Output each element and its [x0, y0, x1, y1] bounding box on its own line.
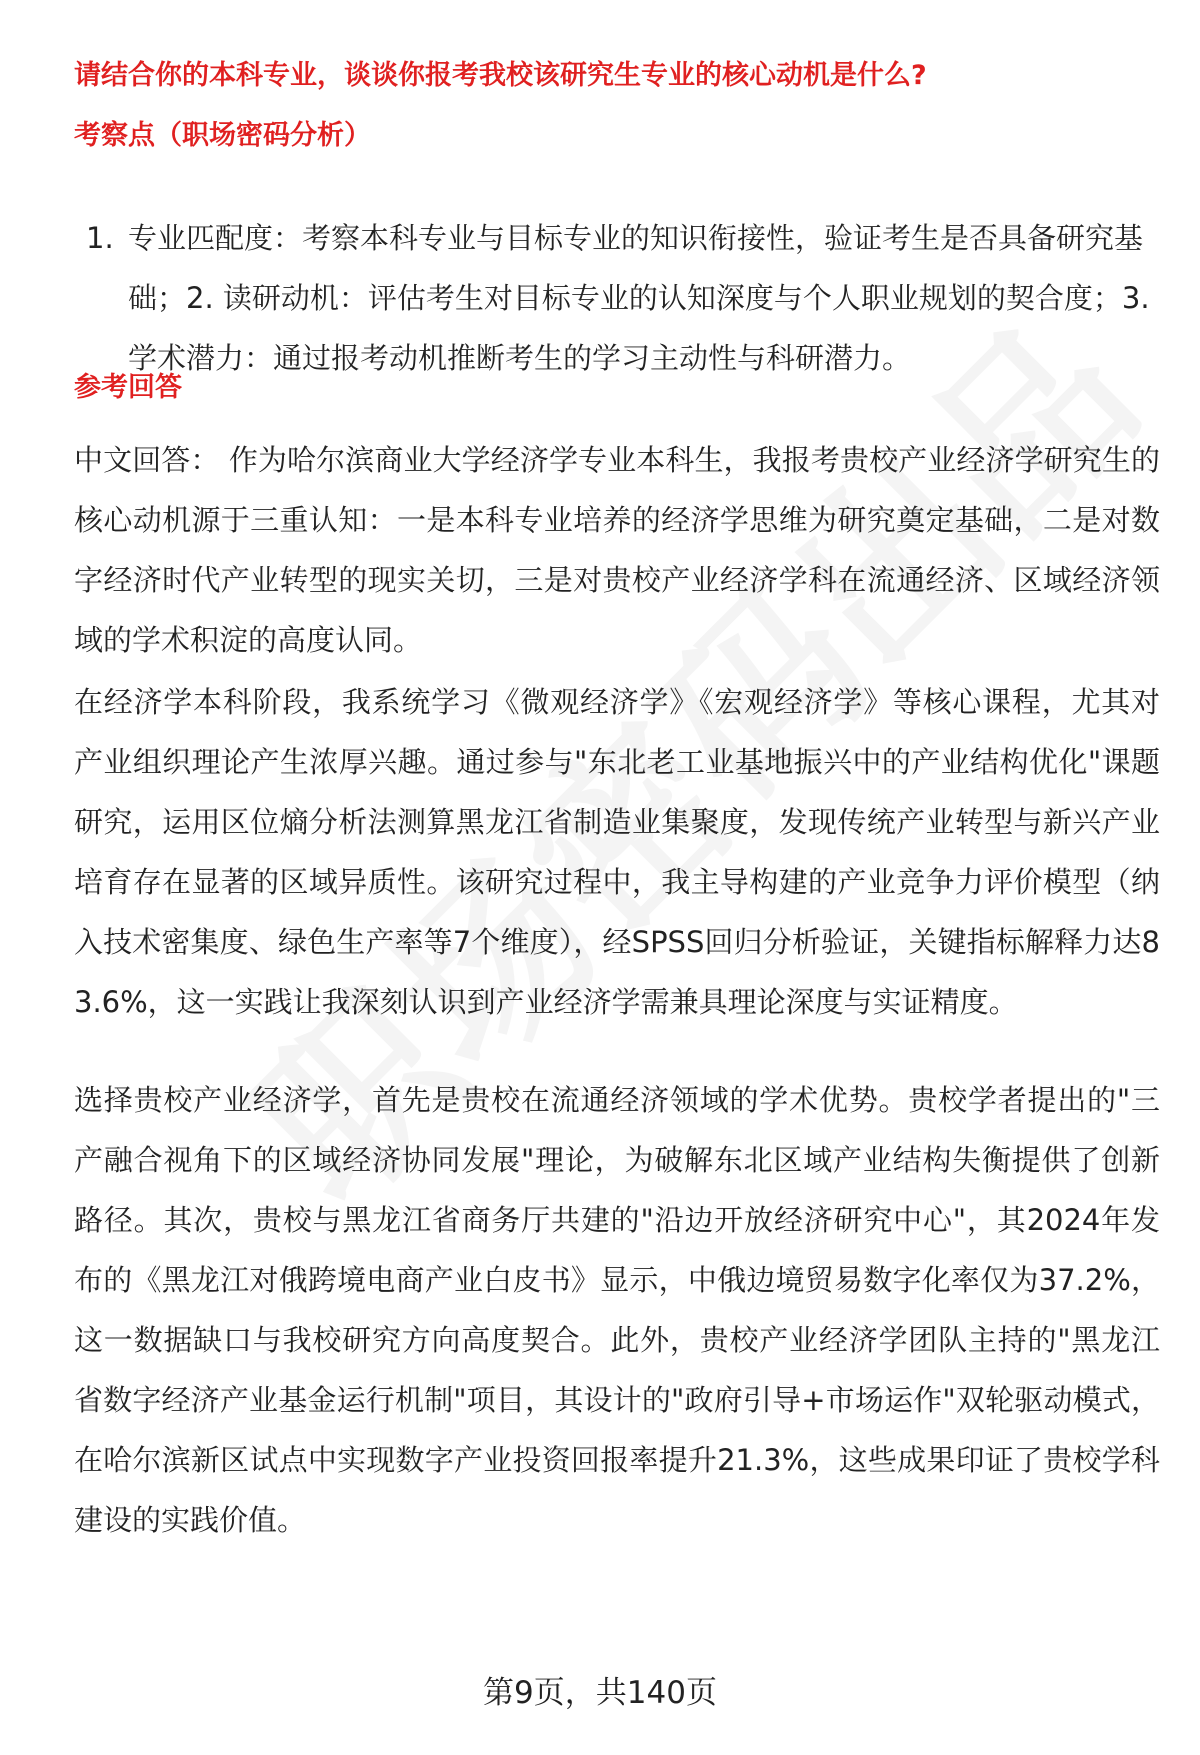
- answer-paragraph-2: 在经济学本科阶段，我系统学习《微观经济学》《宏观经济学》等核心课程，尤其对产业组织理论产生浓厚兴趣。通过参与"东北老工业基地振兴中的产业结构优化"课题研究，运用区位熵分析法测算黑龙江省制造业集聚度，发现传统产业转型与新兴产业培育存在显著的区域异质性。该研究过程中，我主导构建的产业竞争力评价模型（纳入技术密集度、绿色生产率等7个维度），经SPSS回归分析验证，关键指标解释力达83.6%，这一实践让我深刻认识到产业经济学需兼具理论深度与实证精度。: [74, 685, 1160, 1019]
- page-number-footer: 第9页，共140页: [483, 1675, 717, 1711]
- kaocha-list: [74, 208, 1154, 388]
- answer-paragraph-3: 选择贵校产业经济学，首先是贵校在流通经济领域的学术优势。贵校学者提出的"三产融合视角下的区域经济协同发展"理论，为破解东北区域产业结构失衡提供了创新路径。其次，贵校与黑龙江省商务厅共建的"沿边开放经济研究中心"，其2024年发布的《黑龙江对俄跨境电商产业白皮书》显示，中俄边境贸易数字化率仅为37.2%，这一数据缺口与我校研究方向高度契合。此外，贵校产业经济学团队主持的"黑龙江省数字经济产业基金运行机制"项目，其设计的"政府引导+市场运作"双轮驱动模式，在哈尔滨新区试点中实现数字产业投资回报率提升21.3%，这些成果印证了贵校学科建设的实践价值。: [74, 1083, 1160, 1537]
- list-marker: 1.: [86, 221, 114, 255]
- list-item-text: 专业匹配度：考察本科专业与目标专业的知识衔接性，验证考生是否具备研究基础；2. 读研动机：评估考生对目标专业的认知深度与个人职业规划的契合度；3. 学术潜力：通过报考动机推断考生的学习主动性与科研潜力。: [128, 221, 1150, 375]
- list-item: [74, 208, 1154, 388]
- answer-paragraph-1: 中文回答： 作为哈尔滨商业大学经济学专业本科生，我报考贵校产业经济学研究生的核心动机源于三重认知：一是本科专业培养的经济学思维为研究奠定基础，二是对数字经济时代产业转型的现实关切，三是对贵校产业经济学科在流通经济、区域经济领域的学术积淀的高度认同。: [74, 443, 1160, 657]
- section-heading-answer: 参考回答: [74, 372, 182, 403]
- question-heading: 请结合你的本科专业，谈谈你报考我校该研究生专业的核心动机是什么?: [74, 60, 927, 91]
- section-heading-kaocha: 考察点（职场密码分析）: [74, 120, 371, 151]
